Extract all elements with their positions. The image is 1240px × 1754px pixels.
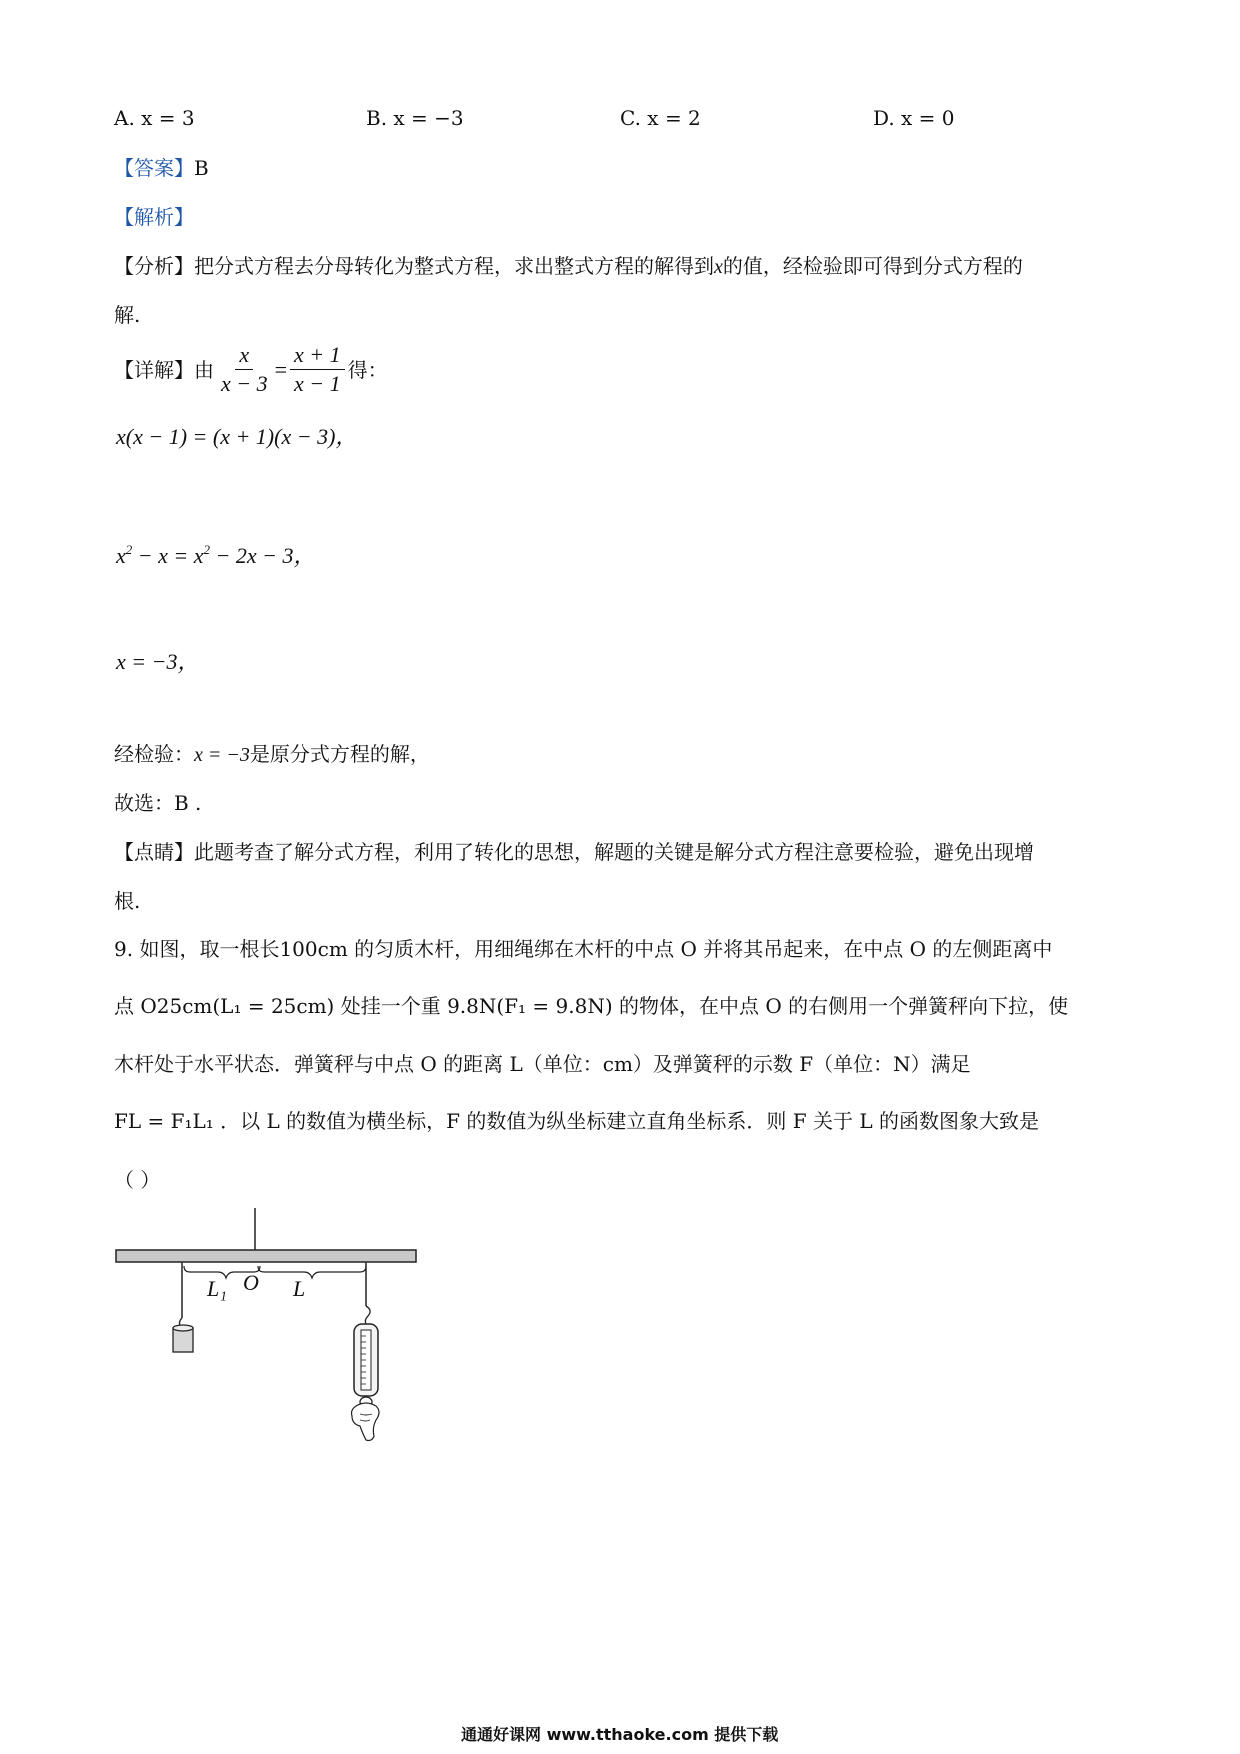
option-a: A. x = 3 [114, 106, 195, 130]
step-3: x = −3， [116, 649, 200, 674]
choose-line: 故选：B . [114, 791, 202, 815]
label-l: L [293, 1276, 306, 1301]
xiangjie-line [114, 342, 388, 397]
check-prefix: 经检验： [114, 742, 194, 766]
q9-line2: 点 O25cm(L₁ = 25cm) 处挂一个重 9.8N(F₁ = 9.8N) 的物体，在中点 O 的右侧用一个弹簧秤向下拉，使 [114, 994, 1069, 1018]
q9-line3: 木杆处于水平状态．弹簧秤与中点 O 的距离 L（单位：cm）及弹簧秤的示数 F（单位：N）满足 [114, 1052, 971, 1076]
option-c: C. x = 2 [620, 106, 701, 130]
fraction-right [290, 342, 345, 397]
fraction-right-numerator: x + 1 [290, 342, 345, 370]
weight-top [173, 1325, 193, 1331]
answer-line [114, 154, 209, 182]
step-2-x: x [116, 543, 126, 568]
step-2 [116, 539, 315, 570]
check-suffix: 是原分式方程的解， [249, 742, 430, 766]
fenxi-tag: 【分析】 [114, 254, 194, 278]
fenxi-text-b: 的值，经检验即可得到分式方程的 [722, 254, 1023, 278]
fraction-left [217, 342, 272, 397]
brace-l [258, 1266, 366, 1278]
dianjing-text: 此题考查了解分式方程，利用了转化的思想，解题的关键是解分式方程注意要检验，避免出现增 [194, 840, 1034, 864]
fenxi-var: x [714, 256, 723, 278]
equals-sign: = [274, 356, 288, 382]
dianjing-line1 [114, 838, 1034, 866]
step-2-exp-1: 2 [125, 542, 133, 557]
check-line [114, 740, 430, 769]
xiangjie-suffix: 得： [347, 357, 388, 382]
footer-text: 通通好课网 www.tthaoke.com 提供下载 [461, 1725, 779, 1744]
lever-figure [110, 1208, 430, 1458]
step-2-end: − 2x − 3， [210, 543, 316, 568]
label-l1: L₁ [207, 1276, 227, 1301]
fenxi-line2: 解. [114, 303, 141, 327]
check-expr: x = −3 [194, 744, 250, 766]
scale-hook [365, 1306, 370, 1324]
option-d: D. x = 0 [873, 106, 955, 130]
analysis-tag: 【解析】 [114, 205, 194, 229]
step-2-mid: − x = x [132, 543, 204, 568]
wooden-rod [116, 1250, 416, 1262]
xiangjie-tag: 【详解】由 [114, 357, 214, 382]
step-1: x(x − 1) = (x + 1)(x − 3)， [116, 424, 358, 449]
label-o: O [243, 1270, 259, 1295]
q9-line4: FL = F₁L₁ ．以 L 的数值为横坐标，F 的数值为纵坐标建立直角坐标系．则 F 关于 L 的函数图象大致是 [114, 1109, 1039, 1133]
answer-tag: 【答案】 [114, 156, 194, 180]
fenxi-line1 [114, 252, 1023, 281]
fenxi-text-a: 把分式方程去分母转化为整式方程，求出整式方程的解得到 [194, 254, 714, 278]
q9-line1: 9. 如图，取一根长100cm 的匀质木杆，用细绳绑在木杆的中点 O 并将其吊起来，在中点 O 的左侧距离中 [114, 937, 1053, 961]
step-2-exp-2: 2 [203, 542, 210, 557]
option-b: B. x = −3 [366, 106, 464, 130]
answer-value: B [194, 156, 209, 180]
fraction-left-numerator: x [235, 342, 253, 370]
dianjing-line2: 根. [114, 889, 141, 913]
q9-line5: （ ） [114, 1168, 161, 1192]
fraction-right-denominator: x − 1 [294, 371, 341, 396]
fraction-left-denominator: x − 3 [221, 371, 268, 396]
dianjing-tag: 【点睛】 [114, 840, 194, 864]
hand-icon [352, 1403, 380, 1441]
